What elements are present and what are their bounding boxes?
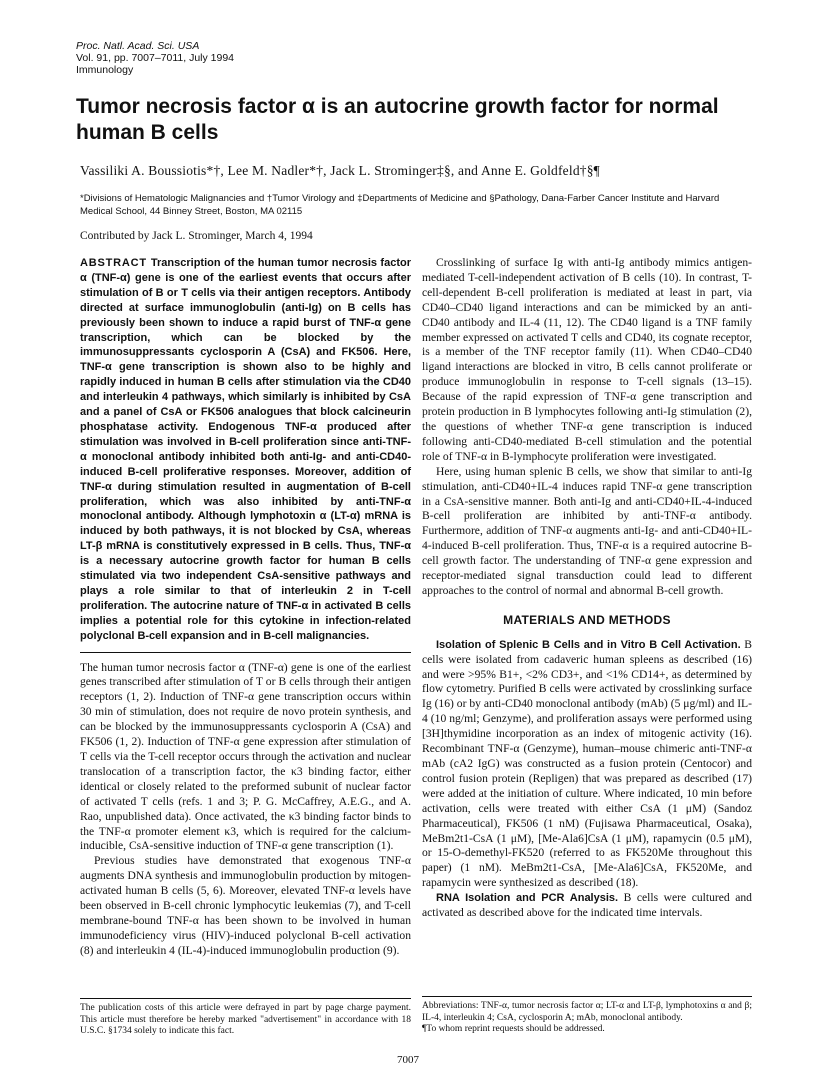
journal-volume: Vol. 91, pp. 7007–7011, July 1994 [76,52,235,64]
publication-cost-note: The publication costs of this article were defrayed in part by page charge payment. This article must therefore be hereby marked "advertisement" in accordance with 18 U.S.C. §1734 solely to indicate this fact. [80,1003,411,1036]
intro-paragraph-2: Previous studies have demonstrated that exogenous TNF-α augments DNA synthesis and immunoglobulin production by mitogen-activated human B cells (5, 6). Moreover, elevated TNF-α levels have been observed in B-cell chronic lymphocytic leukemias (7), and T-cell membrane-bound TNF-α has been shown to be involved in human immunodeficiency virus (HIV)-induced polyclonal B-cell activation (8) and interleukin 4 (IL-4)-induced immunoglobulin production (9). [80,854,411,957]
abbreviations-block [422,1001,752,1036]
methods-text-2: B cells were cultured and activated as described above for the indicated time intervals. [422,891,752,920]
intro-paragraph-4: Here, using human splenic B cells, we show that similar to anti-Ig stimulation, anti-CD40+IL-4 induces rapid TNF-α gene transcription in a CsA-sensitive manner. Both anti-Ig and anti-CD40+IL-4-induced B-cell proliferation are inhibited by anti-TNF-α antibody. Furthermore, addition of TNF-α augments anti-Ig- and anti-CD40+IL-4-induced B-cell proliferation. Thus, TNF-α is a required autocrine B-cell growth factor. The understanding of TNF-α gene expression and receptor-mediated signal transduction could lead to different approaches to the control of normal and abnormal B-cell growth. [422,464,752,597]
right-column [422,256,752,921]
abstract-divider [80,652,411,653]
journal-name: Proc. Natl. Acad. Sci. USA [76,40,200,52]
abbreviations-text: Abbreviations: TNF-α, tumor necrosis factor α; LT-α and LT-β, lymphotoxins α and β; IL-4, interleukin 4; CsA, cyclosporin A; mAb, monoclonal antibody. [422,1001,752,1023]
author-list: Vassiliki A. Boussiotis*†, Lee M. Nadler*†, Jack L. Strominger‡§, and Anne E. Goldfeld†§¶ [80,163,600,178]
methods-paragraph-2 [422,891,752,921]
methods-text-1: B cells were isolated from cadaveric human spleens as described (16) and were >95% B1+, <2% CD3+, and <1% CD14+, as determined by flow cytometry. Purified B cells were activated by crosslinking surface Ig (16) or by anti-CD40 monoclonal antibody (mAb) (5 μg/ml) and IL-4 (10 ng/ml; Genzyme), and proliferation assays were performed using [3H]thymidine incorporation as an index of mitogenic activity (16). Recombinant TNF-α (Genzyme), human–mouse chimeric anti-TNF-α mAb (cA2 IgG) was constructed as a fusion protein (Centocor) and control fusion protein (Repligen) that was prepared as described (17) were added at the initiation of culture. Where indicated, 10 min before activation, cells were treated with either CsA (1 μM) (Sandoz Pharmaceutical), FK506 (1 nM) (Fujisawa Pharmaceutical, Osaka), MeBm2t1-CsA (1 μM), [Me-Ala6]CsA (1 μM), rapamycin (0.5 μM), or 15-O-demethyl-FK520 (referred to as FK520Me throughout this paper) (1 nM). MeBm2t1-CsA, [Me-Ala6]CsA, FK520Me, and rapamycin were synthesized as described (18). [422,637,753,890]
methods-subheading-2: RNA Isolation and PCR Analysis. [436,892,619,905]
journal-header [76,40,234,76]
journal-section: Immunology [76,64,134,76]
article-title: Tumor necrosis factor α is an autocrine growth factor for normal human B cells [76,95,719,144]
abstract [80,256,411,644]
left-column [80,256,411,959]
page-number: 7007 [397,1054,419,1066]
abstract-heading: ABSTRACT [80,257,147,269]
footnote-divider [80,998,411,999]
methods-heading: MATERIALS AND METHODS [503,612,671,627]
methods-subheading-1: Isolation of Splenic B Cells and in Vitro B Cell Activation. [436,638,741,651]
intro-paragraph-3: Crosslinking of surface Ig with anti-Ig antibody mimics antigen-mediated T-cell-independent activation of B cells (10). In contrast, T-cell-dependent B-cell proliferation is mediated at least in part, via CD40–CD40 ligand interactions and can be mimicked by an anti-CD40 antibody and IL-4 (11, 12). The CD40 ligand is a TNF family member expressed on activated T cells and CD40, its cognate receptor, is a member of the TNF receptor family (11). When CD40–CD40 ligand interactions are blocked in vitro, B cells cannot proliferate or produce immunoglobulin in response to T-cell signals (13–15). Because of the rapid expression of TNF-α gene transcription and protein production in B lymphocytes following anti-Ig stimulation (2), the questions of whether TNF-α gene transcription is induced following anti-CD40-mediated B-cell stimulation and the potential role of TNF-α in B-lymphocyte proliferation were investigated. [422,256,752,463]
abbreviations-divider [422,996,752,997]
abstract-text: Transcription of the human tumor necrosis factor α (TNF-α) gene is one of the earliest events that occurs after stimulation of B or T cells via their antigen receptors. Antibody directed at surface immunoglobulin (anti-Ig) on B cells has previously been shown to induce a rapid burst of TNF-α gene transcription, which can be blocked by the immunosuppressants cyclosporin A (CsA) and FK506. Here, TNF-α gene transcription is shown also to be highly and rapidly induced in human B cells after stimulation via the CD40 and interleukin 4 pathways, which similarly is inhibited by CsA and a panel of CsA or FK506 analogues that block calcineurin phosphatase activity. Endogenous TNF-α produced after stimulation was involved in B-cell proliferation since anti-TNF-α monoclonal antibody inhibited both anti-Ig- and anti-CD40-induced B-cell proliferative responses. Moreover, addition of TNF-α during stimulation resulted in augmentation of B-cell proliferation, which was also inhibited by anti-TNF-α monoclonal antibody. Although lymphotoxin α (LT-α) mRNA is induced by both pathways, it is not blocked by CsA, whereas LT-β mRNA is constitutively expressed in B cells. Thus, TNF-α is a necessary autocrine growth factor for human B cells stimulated via two independent CsA-sensitive pathways and plays a role similar to that of interleukin 2 in T-cell proliferation. The autocrine nature of TNF-α in activated B cells implies a potential role for this cytokine in infection-related polyclonal B-cell expansion and in B-cell malignancies. [80,257,411,642]
methods-paragraph-1 [422,638,752,891]
correspondence-note: ¶To whom reprint requests should be addressed. [422,1024,605,1034]
contributed-by: Contributed by Jack L. Strominger, March 4, 1994 [80,230,313,242]
affiliations: *Divisions of Hematologic Malignancies and †Tumor Virology and ‡Departments of Medicine and §Pathology, Dana-Farber Cancer Institute and Harvard Medical School, 44 Binney Street, Boston, MA 02115 [80,193,720,217]
intro-paragraph-1: The human tumor necrosis factor α (TNF-α) gene is one of the earliest genes transcribed after stimulation of T or B cells through their antigen receptors (1, 2). Induction of TNF-α gene transcription occurs within 30 min of stimulation, does not require de novo protein synthesis, and can be blocked by the immunosuppressants cyclosporin A (CsA) and FK506 (1, 2). Induction of TNF-α gene expression after stimulation of T cells via the T-cell receptor occurs through the activation and nuclear translocation of a transcription factor, the κ3 binding factor, either identical or closely related to the preformed subunit of nuclear factor of activated T cells (refs. 1 and 3; P. G. McCaffrey, A.E.G., and A. Rao, unpublished data). Once activated, the κ3 binding factor binds to the TNF-α promoter element κ3, which is required for the calcium-inducible, CsA-sensitive induction of TNF-α gene transcription (1). [80,660,411,853]
